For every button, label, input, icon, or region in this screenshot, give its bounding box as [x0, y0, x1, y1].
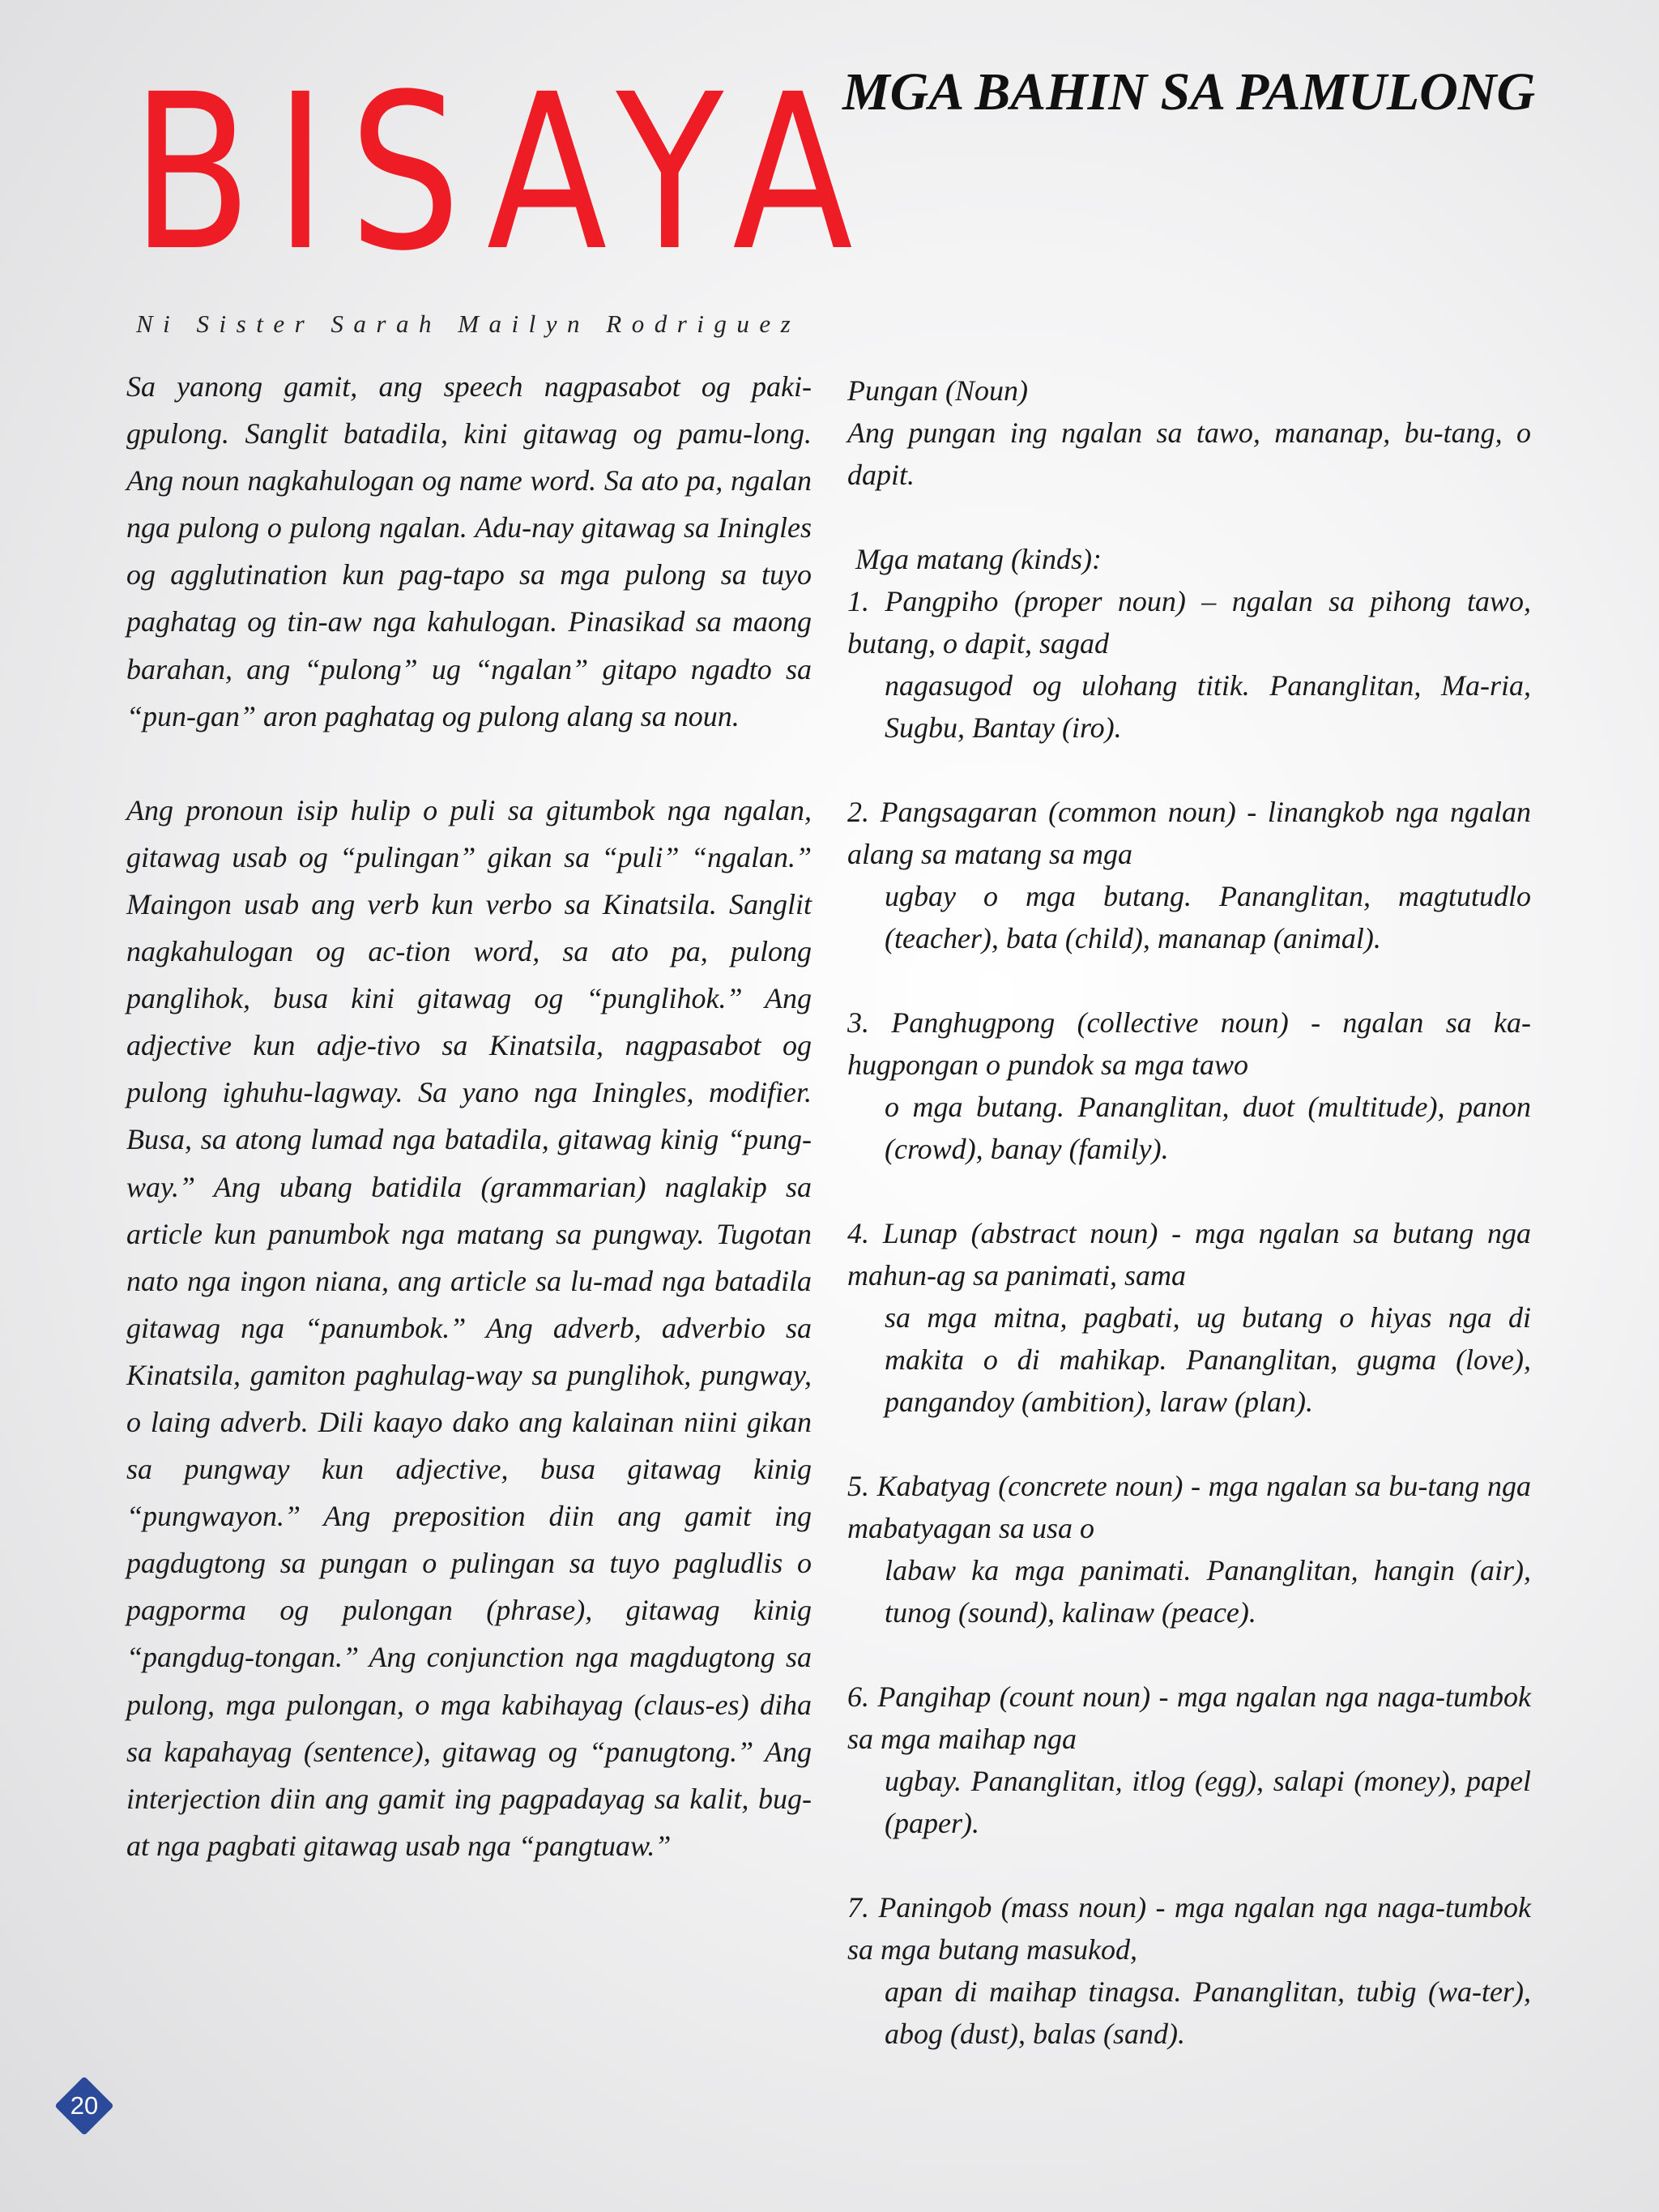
kind-item-first-line: 1. Pangpiho (proper noun) – ngalan sa pihong tawo, butang, o dapit, sagad [847, 585, 1531, 660]
kind-item-rest-text: labaw ka mga panimati. Pananglitan, hangin (air), tunog (sound), kalinaw (peace). [885, 1554, 1531, 1629]
parts-of-speech-paragraph: Ang pronoun isip hulip o puli sa gitumbok nga ngalan, gitawag usab og “pulingan” gikan sa “puli” “ngalan.” Maingon usab ang verb kun verbo sa Kinatsila. Sanglit nagkahulogan og ac-tion word, sa ato pa, pulong panglihok, busa kini gitawag og “punglihok.” Ang adjective kun adje-tivo sa Kinatsila, nagpasabot og pulong ighuhu-lagway. Sa yano nga Iningles, modifier. Busa, sa atong lumad nga batadila, gitawag kinig “pung-way.” Ang ubang batidila (grammarian) naglakip sa article kun panumbok nga matang sa pungway. Tugotan nato nga ingon niana, ang article sa lu-mad nga batadila gitawag nga “panumbok.” Ang adverb, adverbio sa Kinatsila, gamiton paghulag-way sa punglihok, pungway, o laing adverb. Dili kaayo dako ang kalainan niini gikan sa pungway kun adjective, busa gitawag kinig “pungwayon.” Ang preposition diin ang gamit ing pagdugtong sa pungan o pulingan sa tuyo pagludlis o pagporma og pulongan (phrase), gitawag kinig “pangdug-tongan.” Ang conjunction nga magdugtong sa pulong, mga pulongan, o mga kabihayag (claus-es) diha sa kapahayag (sentence), gitawag og “panugtong.” Ang interjection diin ang gamit ing pagpadayag sa kalit, bug-at nga pagbati gitawag usab nga “pangtuaw.” [126, 793, 812, 1862]
paragraph-gap [847, 1844, 1531, 1886]
kind-item-4 [847, 1212, 1531, 1423]
left-column [126, 363, 812, 1869]
kind-item-rest [847, 1760, 1531, 1844]
kind-item-first-line: 4. Lunap (abstract noun) - mga ngalan sa butang nga mahun-ag sa panimati, sama [847, 1217, 1531, 1292]
paragraph-gap [847, 959, 1531, 1001]
kind-item-2 [847, 791, 1531, 959]
kind-item-rest-text: nagasugod og ulohang titik. Pananglitan, Ma-ria, Sugbu, Bantay (iro). [885, 669, 1531, 744]
kind-item-3 [847, 1001, 1531, 1170]
kind-item-first-line: 6. Pangihap (count noun) - mga ngalan nga naga-tumbok sa mga maihap nga [847, 1680, 1531, 1755]
kind-item-6 [847, 1676, 1531, 1844]
paragraph-gap [847, 1423, 1531, 1465]
kind-item-rest [847, 1296, 1531, 1423]
kind-item-5 [847, 1465, 1531, 1633]
kind-item-first-line: 7. Paningob (mass noun) - mga ngalan nga naga-tumbok sa mga butang masukod, [847, 1891, 1531, 1966]
paragraph-gap [126, 740, 812, 787]
page-number: 20 [70, 2091, 99, 2120]
kind-item-rest [847, 1086, 1531, 1170]
kind-item-first-line: 5. Kabatyag (concrete noun) - mga ngalan sa bu-tang nga mabatyagan sa usa o [847, 1470, 1531, 1544]
right-column [847, 369, 1531, 2055]
kinds-label: Mga matang (kinds): [855, 543, 1102, 575]
kind-item-first-line: 3. Panghugpong (collective noun) - ngalan sa ka-hugpongan o pundok sa mga tawo [847, 1006, 1531, 1081]
intro-paragraph: Sa yanong gamit, ang speech nagpasabot og paki-gpulong. Sanglit batadila, kini gitawag og pamu-long. Ang noun nagkahulogan og name word. Sa ato pa, ngalan nga pulong o pulong ngalan. Adu-nay gitawag sa Iningles og agglutination kun pag-tapo sa mga pulong sa tuyo paghatag og tin-aw nga kahulogan. Pinasikad sa maong barahan, ang “pulong” ug “ngalan” gitapo ngadto sa “pun-gan” aron paghatag og pulong alang sa noun. [126, 370, 812, 732]
page-number-badge [54, 2076, 114, 2136]
kind-item-rest [847, 1971, 1531, 2055]
section-title: MGA BAHIN SA PAMULONG [842, 62, 1536, 122]
kind-item-rest-text: sa mga mitna, pagbati, ug butang o hiyas nga di makita o di mahikap. Pananglitan, gugma (love), pangandoy (ambition), laraw (plan). [885, 1301, 1531, 1418]
noun-heading: Pungan (Noun) [847, 374, 1028, 407]
noun-definition: Ang pungan ing ngalan sa tawo, mananap, bu-tang, o dapit. [847, 416, 1531, 491]
kind-item-rest-text: o mga butang. Pananglitan, duot (multitude), panon (crowd), banay (family). [885, 1091, 1531, 1165]
masthead-title: BISAYA [131, 49, 876, 298]
paragraph-gap [847, 496, 1531, 538]
paragraph-gap [847, 1170, 1531, 1212]
author-byline: Ni Sister Sarah Mailyn Rodriguez [136, 310, 801, 338]
kind-item-rest-text: apan di maihap tinagsa. Pananglitan, tubig (wa-ter), abog (dust), balas (sand). [885, 1975, 1531, 2050]
kind-item-rest [847, 664, 1531, 749]
kind-item-rest-text: ugbay. Pananglitan, itlog (egg), salapi (money), papel (paper). [885, 1765, 1531, 1839]
kind-item-7 [847, 1886, 1531, 2055]
kind-item-1 [847, 580, 1531, 749]
kind-item-rest [847, 1549, 1531, 1633]
kind-item-rest-text: ugbay o mga butang. Pananglitan, magtutudlo (teacher), bata (child), mananap (animal). [885, 880, 1531, 954]
paragraph-gap [847, 749, 1531, 791]
kind-item-rest [847, 875, 1531, 959]
kind-item-first-line: 2. Pangsagaran (common noun) - linangkob nga ngalan alang sa matang sa mga [847, 796, 1531, 870]
paragraph-gap [847, 1633, 1531, 1676]
